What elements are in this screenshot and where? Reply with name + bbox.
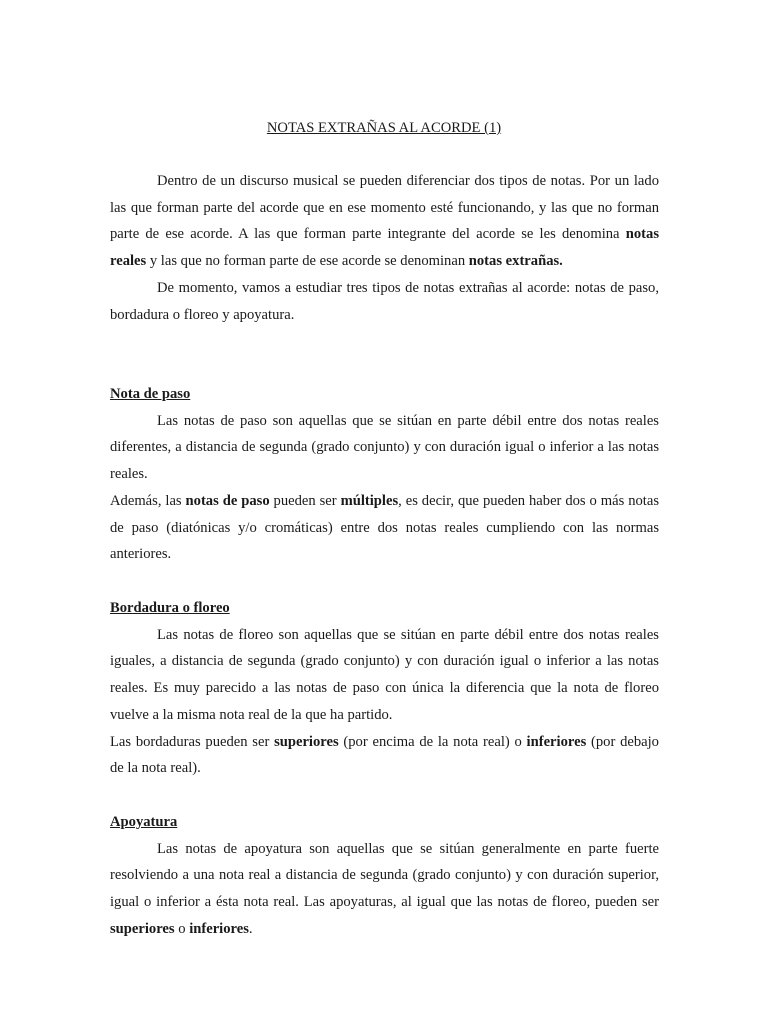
bordadura-paragraph-2 bbox=[110, 729, 659, 782]
apoyatura-heading: Apoyatura bbox=[110, 814, 178, 830]
apoyatura-text-e: . bbox=[248, 920, 253, 937]
bold-superiores: superiores bbox=[274, 733, 339, 750]
intro-text-a: Dentro de un discurso musical se pueden diferenciar dos tipos de notas. Por un lado las que forman parte del acorde que en ese momento esté funcionando, y las que no forman parte de ese acorde. A las que forman parte integrante del acorde se les denomina bbox=[110, 173, 659, 243]
intro-paragraph-1 bbox=[110, 168, 659, 275]
apoyatura-paragraph-1 bbox=[110, 836, 659, 943]
bold-notas-reales: notas reales bbox=[110, 226, 659, 270]
bold-notas-de-paso: notas de paso bbox=[185, 492, 270, 509]
nota-de-paso-heading: Nota de paso bbox=[110, 386, 191, 402]
bordadura-section bbox=[110, 595, 659, 782]
bordadura-text-e: (por debajo de la nota real). bbox=[110, 733, 659, 777]
page-title: NOTAS EXTRAÑAS AL ACORDE (1) bbox=[266, 120, 502, 136]
apoyatura-section bbox=[110, 809, 659, 943]
bordadura-text-c: (por encima de la nota real) o bbox=[338, 733, 527, 750]
nota-de-paso-paragraph-1: Las notas de paso son aquellas que se sitúan en parte débil entre dos notas reales diferentes, a distancia de segunda (grado conjunto) y con duración igual o inferior a las notas reales. bbox=[110, 412, 659, 483]
intro-section bbox=[110, 168, 659, 328]
intro-paragraph-2: De momento, vamos a estudiar tres tipos de notas extrañas al acorde: notas de paso, bordadura o floreo y apoyatura. bbox=[110, 279, 659, 323]
apoyatura-text-c: o bbox=[174, 920, 190, 937]
paso-text-a: Además, las bbox=[110, 492, 186, 509]
apoyatura-text-a: Las notas de apoyatura son aquellas que se sitúan generalmente en parte fuerte resolviendo a una nota real a distancia de segunda (grado conjunto) y con duración superior, igual o inferior a ésta nota real. Las apoyaturas, al igual que las notas de floreo, pueden ser bbox=[110, 840, 659, 911]
bordadura-text-a: Las bordaduras pueden ser bbox=[110, 733, 275, 750]
bold-inferiores-apoyatura: inferiores bbox=[189, 920, 249, 937]
nota-de-paso-paragraph-2 bbox=[110, 488, 659, 568]
paso-text-e: , es decir, que pueden haber dos o más notas de paso (diatónicas y/o cromáticas) entre dos notas reales cumpliendo con las normas anteriores. bbox=[110, 492, 659, 563]
nota-de-paso-section bbox=[110, 381, 659, 568]
bordadura-heading: Bordadura o floreo bbox=[110, 600, 230, 616]
paso-text-c: pueden ser bbox=[269, 492, 341, 509]
intro-text-c: y las que no forman parte de ese acorde se denominan bbox=[146, 253, 469, 270]
bold-multiples: múltiples bbox=[340, 492, 399, 509]
bold-superiores-apoyatura: superiores bbox=[110, 920, 175, 937]
bordadura-paragraph-1: Las notas de floreo son aquellas que se sitúan en parte débil entre dos notas reales iguales, a distancia de segunda (grado conjunto) y con duración igual o inferior a las notas reales. Es muy parecido a las notas de paso con única la diferencia que la nota de floreo vuelve a la misma nota real de la que ha partido. bbox=[110, 626, 659, 723]
bold-notas-extranas: notas extrañas. bbox=[468, 253, 563, 270]
bold-inferiores: inferiores bbox=[526, 733, 587, 750]
